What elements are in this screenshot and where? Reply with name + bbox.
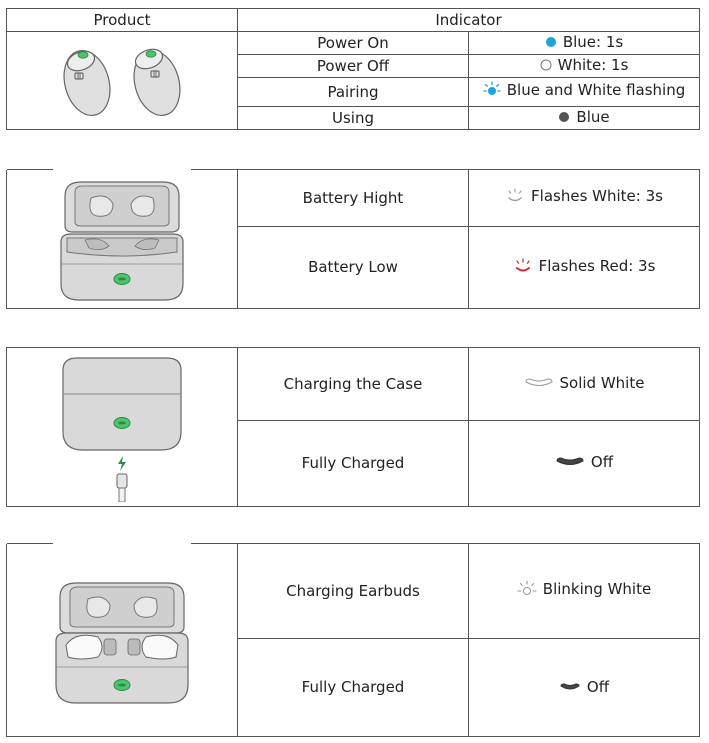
- earbuds-indicator-table: [6, 8, 700, 130]
- case-with-earbuds-illustration-cell: [7, 544, 238, 737]
- state-using: Using: [238, 107, 469, 130]
- indicator-pairing-text: Blue and White flashing: [506, 81, 686, 99]
- state-power-off: Power Off: [238, 55, 469, 78]
- indicator-charging-case: [469, 348, 700, 421]
- indicator-using-text: Blue: [576, 108, 610, 127]
- state-charging-earbuds: Charging Earbuds: [238, 544, 469, 639]
- off-led-icon: [555, 455, 585, 469]
- earbuds-illustration-cell: [7, 32, 238, 130]
- white-dot-icon: [540, 59, 552, 71]
- indicator-battery-low-text: Flashes Red: 3s: [538, 256, 656, 275]
- state-charging-case: Charging the Case: [238, 348, 469, 421]
- indicator-case-fully-charged: [469, 421, 700, 507]
- earbuds-charging-indicator-table: [6, 543, 700, 737]
- indicator-power-off: [469, 55, 700, 78]
- header-indicator: Indicator: [238, 9, 700, 32]
- header-product: Product: [7, 9, 238, 32]
- indicator-battery-high: [469, 170, 700, 227]
- flashing-white-icon: [505, 188, 525, 204]
- indicator-charging-case-text: Solid White: [559, 373, 645, 392]
- flashing-red-icon: [513, 258, 533, 274]
- indicator-power-off-text: White: 1s: [557, 56, 629, 75]
- blue-dot-icon: [545, 36, 557, 48]
- charging-bolt-icon: [118, 456, 126, 471]
- indicator-charging-earbuds-text: Blinking White: [542, 580, 652, 598]
- state-power-on: Power On: [238, 32, 469, 55]
- indicator-earbuds-fully-charged: [469, 639, 700, 737]
- open-case-illustration-cell: [7, 170, 238, 309]
- state-battery-high: Battery Hight: [238, 170, 469, 227]
- indicator-power-on-text: Blue: 1s: [562, 33, 624, 52]
- indicator-earbuds-fully-charged-text: Off: [586, 677, 610, 696]
- dark-dot-icon: [558, 111, 570, 123]
- solid-white-led-icon: [524, 376, 554, 390]
- off-led-icon: [559, 681, 581, 693]
- state-earbuds-fully-charged: Fully Charged: [238, 639, 469, 737]
- case-charging-indicator-table: [6, 347, 700, 507]
- state-pairing: Pairing: [238, 78, 469, 107]
- earbuds-illustration: [47, 35, 197, 127]
- indicator-using: [469, 107, 700, 130]
- indicator-pairing: [469, 78, 700, 107]
- flashing-blue-white-icon: [483, 81, 501, 99]
- usb-cable-icon: [117, 474, 127, 488]
- battery-indicator-table: [6, 169, 700, 309]
- indicator-battery-low: [469, 227, 700, 309]
- closed-case-illustration-cell: [7, 348, 238, 507]
- indicator-charging-earbuds: [469, 544, 700, 639]
- case-with-earbuds-illustration: [52, 575, 192, 705]
- closed-case-illustration: [57, 352, 187, 502]
- indicator-battery-high-text: Flashes White: 3s: [531, 187, 663, 206]
- state-battery-low: Battery Low: [238, 227, 469, 309]
- right-earbud-icon: [127, 45, 187, 120]
- indicator-case-fully-charged-text: Off: [590, 453, 614, 472]
- left-earbud-icon: [57, 45, 117, 120]
- open-case-illustration: [57, 176, 187, 301]
- blinking-white-icon: [517, 580, 537, 598]
- indicator-power-on: [469, 32, 700, 55]
- state-case-fully-charged: Fully Charged: [238, 421, 469, 507]
